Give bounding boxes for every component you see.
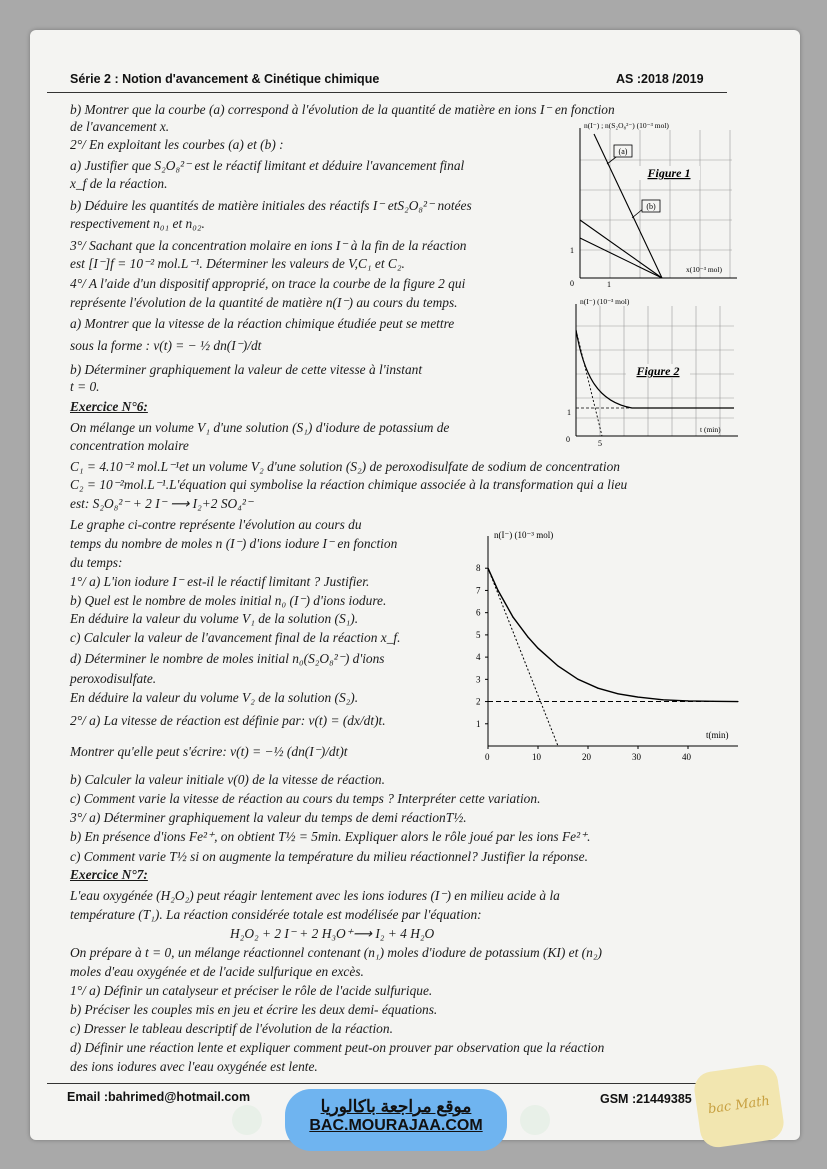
text-line: b) Déduire les quantités de matière initiales des réactifs I⁻ etS₂O₈²⁻ notées [70,198,472,213]
data-point [712,701,713,702]
text-line: 4°/ A l'aide d'un dispositif approprié, on trace la courbe de la figure 2 qui [70,276,466,291]
text-line: 1°/ a) L'ion iodure I⁻ est-il le réactif limitant ? Justifier. [70,574,370,589]
data-point [497,590,498,591]
exercise-6-title: Exercice N°6: [70,399,148,414]
y-tick-label: 4 [476,652,481,663]
figure-1-origin: 0 [570,279,574,288]
footer-gsm: GSM :21449385 [600,1092,692,1106]
text-line: 3°/ Sachant que la concentration molaire en ions I⁻ à la fin de la réaction [70,238,467,253]
data-point [662,699,663,700]
text-line: c) Calculer la valeur de l'avancement final de la réaction x_f. [70,630,401,645]
text-line: représente l'évolution de la quantité de matière n(I⁻) au cours du temps. [70,295,458,310]
figure-1 [562,118,742,288]
y-tick-label: 5 [476,629,481,640]
text-line: sous la forme : v(t) = − ½ dn(I⁻)/dt [70,338,262,353]
site-banner[interactable] [285,1089,507,1151]
y-tick-label: 3 [476,674,481,685]
text-line: 3°/ a) Déterminer graphiquement la valeur du temps de demi réactionT½. [70,810,467,825]
text-line: On mélange un volume V₁ d'une solution (S₁) d'iodure de potassium de [70,420,450,435]
text-line: C₂ = 10⁻²mol.L⁻¹.L'équation qui symbolise la réaction chimique associée à la transformation qui a lieu [70,477,628,492]
footer-email: Email :bahrimed@hotmail.com [67,1090,251,1104]
text-line: peroxodisulfate. [70,671,157,686]
text-line: 1°/ a) Définir un catalyseur et préciser le rôle de l'acide sulfurique. [70,983,433,998]
series-line [488,568,738,701]
data-point [557,665,558,666]
y-tick-label: 6 [476,607,481,618]
text-line: respectivement n₀₁ et n₀₂. [70,216,205,231]
text-line: b) En présence d'ions Fe²⁺, on obtient T½ = 5min. Expliquer alors le rôle joué par les ions Fe²⁺. [70,829,591,844]
data-point [527,637,528,638]
data-point [537,648,538,649]
x-tick-label: 40 [682,752,691,762]
site-logo-icon [520,1105,550,1135]
text-line: L'eau oxygénée (H₂O₂) peut réagir lentement avec les ions iodures (I⁻) en milieu acide à la [70,888,560,903]
header-rule [47,92,727,93]
banner-url-link[interactable]: BAC.MOURAJAA.COM [309,1117,483,1134]
data-point [617,693,618,694]
text-line: concentration molaire [70,438,189,453]
text-line: des ions iodures avec l'eau oxygénée est lente. [70,1059,318,1074]
figure-1-xtick: 1 [607,280,611,288]
text-line: du temps: [70,555,123,570]
figure-2-title: Figure 2 [636,364,680,378]
data-point [512,617,513,618]
data-point [487,568,488,569]
chart-xlabel: t(min) [706,730,729,740]
data-point [687,700,688,701]
text-line: b) Préciser les couples mis en jeu et écrire les deux demi- équations. [70,1002,438,1017]
text-line: moles d'eau oxygénée et de l'acide sulfurique en excès. [70,964,364,979]
data-point [737,701,738,702]
exercise-6-chart [470,524,745,764]
figure-2-xtick: 5 [598,439,602,448]
data-point [637,697,638,698]
text-line: 2°/ En exploitant les courbes (a) et (b) : [70,137,284,152]
text-line: est [I⁻]f = 10⁻² mol.L⁻¹. Déterminer les valeurs de V,C₁ et C₂. [70,256,405,271]
text-line: température (T₁). La réaction considérée totale est modélisée par l'équation: [70,907,482,922]
text-line: d) Définir une réaction lente et expliquer comment peut-on prouver par observation que la réaction [70,1040,605,1055]
data-point [597,688,598,689]
footer-rule [47,1083,727,1084]
x-tick-label: 0 [485,752,490,762]
x-tick-label: 20 [582,752,591,762]
chart-ylabel: n(I⁻) (10⁻³ mol) [494,530,554,540]
y-tick-label: 1 [476,718,481,729]
text-line: En déduire la valeur du volume V₁ de la solution (S₁). [70,611,359,626]
header-year: AS :2018 /2019 [616,72,704,86]
curve-b-label: (b) [646,202,656,211]
text-line: temps du nombre de moles n (I⁻) d'ions iodure I⁻ en fonction [70,536,398,551]
bac-math-badge: bac Math [692,1063,786,1150]
text-line: c) Dresser le tableau descriptif de l'évolution de la réaction. [70,1021,393,1036]
figure-2-origin: 0 [566,435,570,444]
figure-1-ytick: 1 [570,246,574,255]
text-line: 2°/ a) La vitesse de réaction est définie par: v(t) = (dx/dt)t. [70,713,386,728]
reaction-equation: est: S₂O₈²⁻ + 2 I⁻ ⟶ I₂+2 SO₄²⁻ [70,496,253,511]
text-line: a) Justifier que S₂O₈²⁻ est le réactif limitant et déduire l'avancement final [70,158,465,173]
figure-1-title: Figure 1 [647,166,691,180]
curve-a-label: (a) [618,147,628,156]
text-line: x_f de la réaction. [70,176,168,191]
figure-2 [562,296,742,448]
text-line: b) Déterminer graphiquement la valeur de cette vitesse à l'instant [70,362,423,377]
figure-2-ylabel: n(I⁻) (10⁻³ mol) [580,297,630,306]
text-line: d) Déterminer le nombre de moles initial n₀(S₂O₈²⁻) d'ions [70,651,385,666]
text-line: de l'avancement x. [70,119,170,134]
banner-arabic-text: موقع مراجعة باكالوريا [320,1097,472,1116]
data-point [577,679,578,680]
x-tick-label: 30 [632,752,641,762]
figure-2-ytick: 1 [567,408,571,417]
text-line: Le graphe ci-contre représente l'évolution au cours du [70,517,362,532]
text-line: b) Calculer la valeur initiale v(0) de la vitesse de réaction. [70,772,385,787]
text-line: b) Montrer que la courbe (a) correspond à l'évolution de la quantité de matière en ions I⁻ en fonction [70,102,615,117]
figure-1-ylabel: n(I⁻) ; n(S₂O₈²⁻) (10⁻³ mol) [584,121,669,130]
figure-1-xlabel: x(10⁻³ mol) [686,265,722,274]
figure-2-xlabel: t (min) [700,425,721,434]
y-tick-label: 8 [476,563,481,574]
exercise-7-title: Exercice N°7: [70,867,148,882]
text-line: b) Quel est le nombre de moles initial n₀ (I⁻) d'ions iodure. [70,593,387,608]
site-logo-icon [232,1105,262,1135]
y-tick-label: 2 [476,696,481,707]
text-line: C₁ = 4.10⁻² mol.L⁻¹et un volume V₂ d'une solution (S₂) de peroxodisulfate de sodium de concentration [70,459,620,474]
x-tick-label: 10 [532,752,541,762]
header-title: Série 2 : Notion d'avancement & Cinétique chimique [70,72,380,86]
text-line: c) Comment varie la vitesse de réaction au cours du temps ? Interpréter cette variation. [70,791,541,806]
text-line: On prépare à t = 0, un mélange réactionnel contenant (n₁) moles d'iodure de potassium (KI) et (n₂) [70,945,602,960]
y-tick-label: 7 [476,585,481,596]
text-line: t = 0. [70,379,100,394]
text-line: En déduire la valeur du volume V₂ de la solution (S₂). [70,690,359,705]
reaction-equation: H₂O₂ + 2 I⁻ + 2 H₃O⁺⟶ I₂ + 4 H₂O [230,926,435,941]
text-line: a) Montrer que la vitesse de la réaction chimique étudiée peut se mettre [70,316,455,331]
text-line: Montrer qu'elle peut s'écrire: v(t) = −½ (dn(I⁻)/dt)t [70,744,348,759]
text-line: c) Comment varie T½ si on augmente la température du milieu réactionnel? Justifier la réponse. [70,849,588,864]
